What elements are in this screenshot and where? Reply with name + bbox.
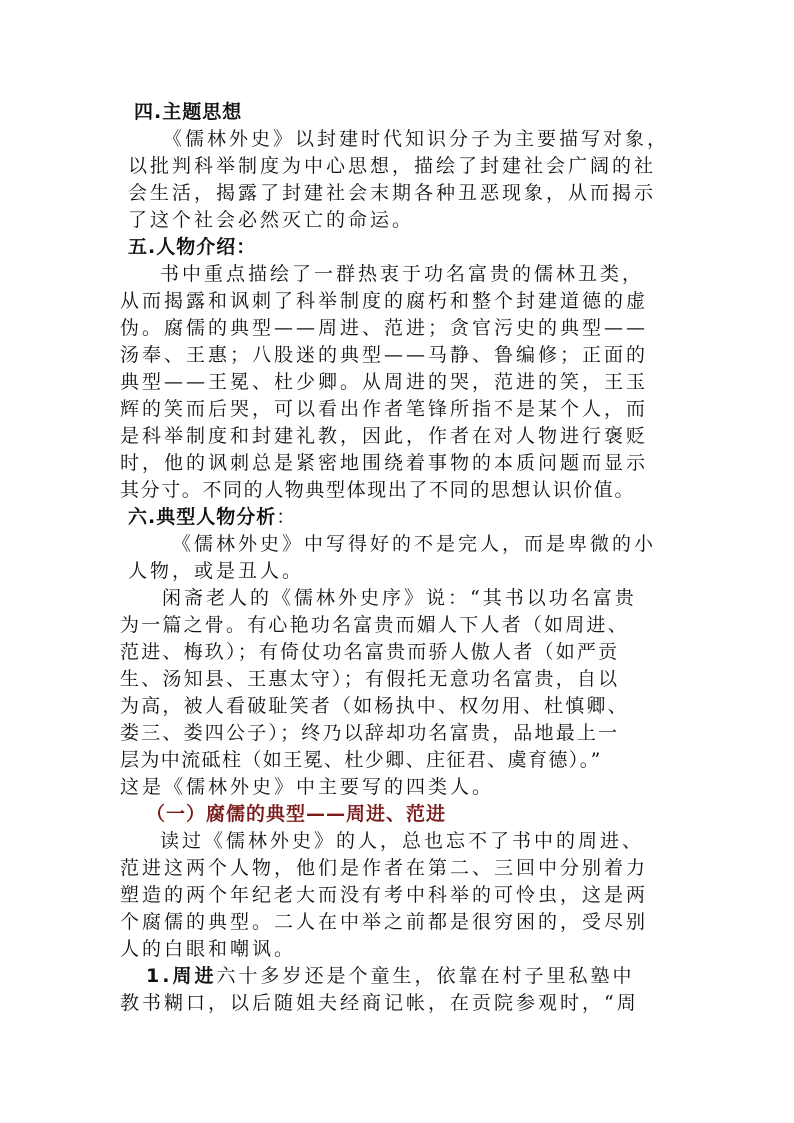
subsection-1-line: 塑造的两个年纪老大而没有考中科举的可怜虫，这是两 bbox=[120, 884, 649, 906]
section-4-line: 以批判科举制度为中心思想，描绘了封建社会广阔的社 bbox=[128, 155, 657, 177]
paragraph-zhoujin-line: 教书糊口，以后随姐夫经商记帐，在贡院参观时，“周 bbox=[120, 992, 639, 1014]
section-6-line: 为一篇之骨。有心艳功名富贵而媚人下人者（如周进、 bbox=[120, 614, 629, 636]
section-6-heading-suffix: ： bbox=[276, 506, 299, 528]
section-6-line: 这是《儒林外史》中主要写的四类人。 bbox=[120, 776, 495, 798]
section-6-line: 为高，被人看破耻笑者（如杨执中、权勿用、杜慎卿、 bbox=[120, 695, 629, 717]
section-5-line: 典型——王冕、杜少卿。从周进的哭，范进的笑，王玉 bbox=[120, 371, 649, 393]
section-6-line: 层为中流砥柱（如王冕、杜少卿、庄征君、虞育德）。” bbox=[120, 749, 602, 771]
subsection-1-line: 人的白眼和嘲讽。 bbox=[120, 938, 297, 960]
paragraph-zhoujin bbox=[146, 964, 634, 988]
section-5-line: 时，他的讽刺总是紧密地围绕着事物的本质问题而显示 bbox=[120, 452, 649, 474]
section-4-heading: 四.主题思想 bbox=[134, 101, 243, 123]
section-4-line: 了这个社会必然灭亡的命运。 bbox=[128, 209, 415, 231]
section-6-line: 人物，或是丑人。 bbox=[128, 560, 305, 582]
paragraph-zhoujin-label: 1.周进 bbox=[146, 965, 217, 987]
section-5-line: 是科举制度和封建礼教，因此，作者在对人物进行褒贬 bbox=[120, 425, 649, 447]
section-6-line: 闲斋老人的《儒林外史序》说：“其书以功名富贵 bbox=[162, 587, 637, 609]
subsection-1-heading: （一）腐儒的典型——周进、范进 bbox=[146, 803, 447, 825]
section-5-line: 书中重点描绘了一群热衷于功名富贵的儒林丑类， bbox=[160, 263, 645, 285]
section-4-line: 《儒林外史》以封建时代知识分子为主要描写对象， bbox=[163, 128, 670, 150]
section-5-line: 辉的笑而后哭，可以看出作者笔锋所指不是某个人，而 bbox=[120, 398, 649, 420]
paragraph-zhoujin-text: 六十多岁还是个童生，依靠在村子里私塾中 bbox=[216, 965, 635, 987]
section-6-line: 娄三、娄四公子）；终乃以辞却功名富贵，品地最上一 bbox=[120, 722, 620, 744]
section-5-line: 汤奉、王惠；八股迷的典型——马静、鲁编修；正面的 bbox=[120, 344, 649, 366]
section-5-line: 其分寸。不同的人物典型体现出了不同的思想认识价值。 bbox=[120, 479, 636, 501]
section-5-line: 伪。腐儒的典型——周进、范进；贪官污史的典型—— bbox=[120, 317, 649, 339]
subsection-1-line: 个腐儒的典型。二人在中举之前都是很穷困的，受尽别 bbox=[120, 911, 649, 933]
section-4-line: 会生活，揭露了封建社会末期各种丑恶现象，从而揭示 bbox=[128, 182, 657, 204]
section-6-line: 《儒林外史》中写得好的不是完人，而是卑微的小 bbox=[172, 533, 657, 555]
section-5-heading: 五.人物介绍： bbox=[128, 236, 257, 258]
subsection-1-line: 读过《儒林外史》的人，总也忘不了书中的周进、 bbox=[160, 830, 645, 852]
section-6-heading bbox=[128, 505, 298, 529]
subsection-1-line: 范进这两个人物，他们是作者在第二、三回中分别着力 bbox=[120, 857, 649, 879]
section-6-line: 范进、梅玖）；有倚仗功名富贵而骄人傲人者（如严贡 bbox=[120, 641, 620, 663]
section-5-line: 从而揭露和讽刺了科举制度的腐朽和整个封建道德的虚 bbox=[120, 290, 649, 312]
section-6-line: 生、汤知县、王惠太守）；有假托无意功名富贵，自以 bbox=[120, 668, 620, 690]
section-6-heading-text: 六.典型人物分析 bbox=[128, 506, 277, 528]
